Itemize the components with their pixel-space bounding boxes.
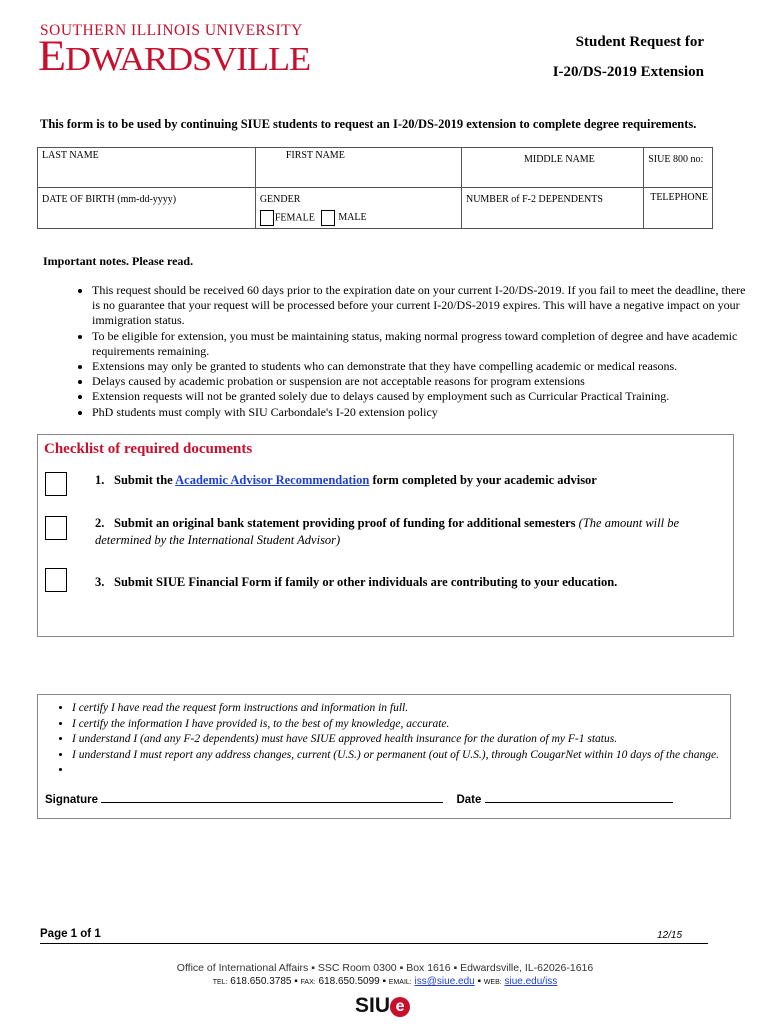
page-number: Page 1 of 1 <box>40 928 101 940</box>
notes-title: Important notes. Please read. <box>43 254 194 268</box>
note-item: • Delays caused by academic probation or suspension are not acceptable reasons for program extensions <box>92 374 752 389</box>
separator: ▪ <box>382 976 387 987</box>
certification-list <box>38 701 758 773</box>
telephone-field[interactable] <box>644 188 713 229</box>
dob-label: DATE OF BIRTH (mm-dd-yyyy) <box>42 194 177 205</box>
checklist-item-3 <box>95 574 725 591</box>
item-number: 3. <box>95 575 105 589</box>
checklist-checkbox-3[interactable] <box>45 568 67 592</box>
item-text: Submit the <box>114 473 176 487</box>
certification-item: • I certify the information I have provided is, to the best of my knowledge, accurate. <box>72 717 758 733</box>
checklist-title: Checklist of required documents <box>44 441 253 457</box>
gender-field <box>255 188 461 229</box>
dob-field[interactable] <box>38 188 256 229</box>
advisor-recommendation-link[interactable]: Academic Advisor Recommendation <box>175 473 370 487</box>
siue-800-field[interactable] <box>644 148 713 188</box>
note-item: • PhD students must comply with SIU Carbondale's I-20 extension policy <box>92 405 752 420</box>
gender-label: GENDER <box>259 194 301 205</box>
item-note: (The amount will be determined by the International Student Advisor) <box>95 516 679 547</box>
date-label: Date <box>456 794 482 806</box>
note-item: • To be eligible for extension, you must be maintaining status, making normal progress toward completion of degree and have academic requirements remaining. <box>92 329 752 359</box>
form-title-line2: I-20/DS-2019 Extension <box>552 64 704 80</box>
item-text: Submit SIUE Financial Form if family or other individuals are contributing to your education. <box>114 575 618 589</box>
last-name-label: LAST NAME <box>42 150 99 161</box>
checklist-item-1 <box>95 472 725 489</box>
male-label: MALE <box>338 212 367 224</box>
last-name-field[interactable] <box>38 148 256 188</box>
date-line[interactable] <box>485 791 673 803</box>
notes-list <box>52 283 752 420</box>
checklist-item-2 <box>95 515 725 549</box>
signature-row <box>45 791 673 806</box>
signature-line[interactable] <box>101 791 443 803</box>
checklist-checkbox-2[interactable] <box>45 516 67 540</box>
item-text: Submit an original bank statement providing proof of funding for additional semesters <box>114 516 579 530</box>
footer-divider <box>40 943 708 944</box>
female-label: FEMALE <box>274 212 315 224</box>
checklist-checkbox-1[interactable] <box>45 472 67 496</box>
separator: ▪ <box>294 976 298 987</box>
item-number: 2. <box>95 516 105 530</box>
dependents-label: NUMBER of F-2 DEPENDENTS <box>465 194 603 205</box>
intro-text: This form is to be used by continuing SIUE students to request an I-20/DS-2019 extension to complete degree requirements. <box>40 117 697 131</box>
email-link[interactable]: iss@siue.edu <box>414 976 475 987</box>
university-logo <box>38 31 311 81</box>
certification-box <box>37 694 731 819</box>
first-name-label: FIRST NAME <box>285 150 345 161</box>
web-link[interactable]: siue.edu/iss <box>504 976 558 987</box>
note-item: • This request should be received 60 days prior to the expiration date on your current I-20/DS-2019. If you fail to meet the deadline, there is no guarantee that your request will be processed before your current I-20/DS-2019 expires. This will have a negative impact on your immigration status. <box>92 283 752 329</box>
certification-item: • I certify I have read the request form instructions and information in full. <box>72 701 758 717</box>
siue-logo-e: e <box>390 997 410 1017</box>
siue-800-label: SIUE 800 no: <box>648 154 704 165</box>
item-text: form completed by your academic advisor <box>369 473 597 487</box>
student-info-table <box>37 147 713 229</box>
siue-logo <box>355 994 410 1018</box>
certification-item: • I understand I (and any F-2 dependents) must have SIUE approved health insurance for the duration of my F-1 status. <box>72 732 758 748</box>
dependents-field[interactable] <box>461 188 643 229</box>
office-address: Office of International Affairs ▪ SSC Room 0300 ▪ Box 1616 ▪ Edwardsville, IL-62026-1616 <box>176 962 594 974</box>
note-item: • Extension requests will not be granted solely due to delays caused by employment such as Curricular Practical Training. <box>92 389 752 404</box>
certification-item <box>72 763 758 773</box>
middle-name-field[interactable] <box>461 148 643 188</box>
university-name-line: SOUTHERN ILLINOIS UNIVERSITY <box>40 22 303 39</box>
middle-name-label: MIDDLE NAME <box>523 154 595 165</box>
revision-date: 12/15 <box>657 930 683 941</box>
siue-logo-text: SIU <box>355 994 391 1017</box>
female-checkbox[interactable] <box>260 210 274 226</box>
first-name-field[interactable] <box>255 148 461 188</box>
logo-rest: DWARDSVILLE <box>65 39 311 78</box>
item-number: 1. <box>95 473 105 487</box>
separator: ▪ <box>477 976 482 987</box>
tel-label: TEL: <box>212 979 228 986</box>
email-label: EMAIL: <box>388 979 412 986</box>
telephone-label: TELEPHONE <box>650 192 708 203</box>
male-checkbox[interactable] <box>321 210 335 226</box>
fax-label: FAX: <box>300 979 316 986</box>
tel-value: 618.650.3785 <box>230 976 292 987</box>
logo-initial: E <box>38 31 66 80</box>
checklist-box <box>37 434 734 637</box>
web-label: WEB: <box>483 979 502 986</box>
fax-value: 618.650.5099 <box>318 976 380 987</box>
note-item: • Extensions may only be granted to students who can demonstrate that they have compelling academic or medical reasons. <box>92 359 752 374</box>
certification-item: • I understand I must report any address changes, current (U.S.) or permanent (out of U.S.), through CougarNet within 10 days of the change. <box>72 748 758 764</box>
signature-label: Signature <box>45 794 99 806</box>
contact-line <box>0 976 770 987</box>
form-title-line1: Student Request for <box>575 34 704 50</box>
